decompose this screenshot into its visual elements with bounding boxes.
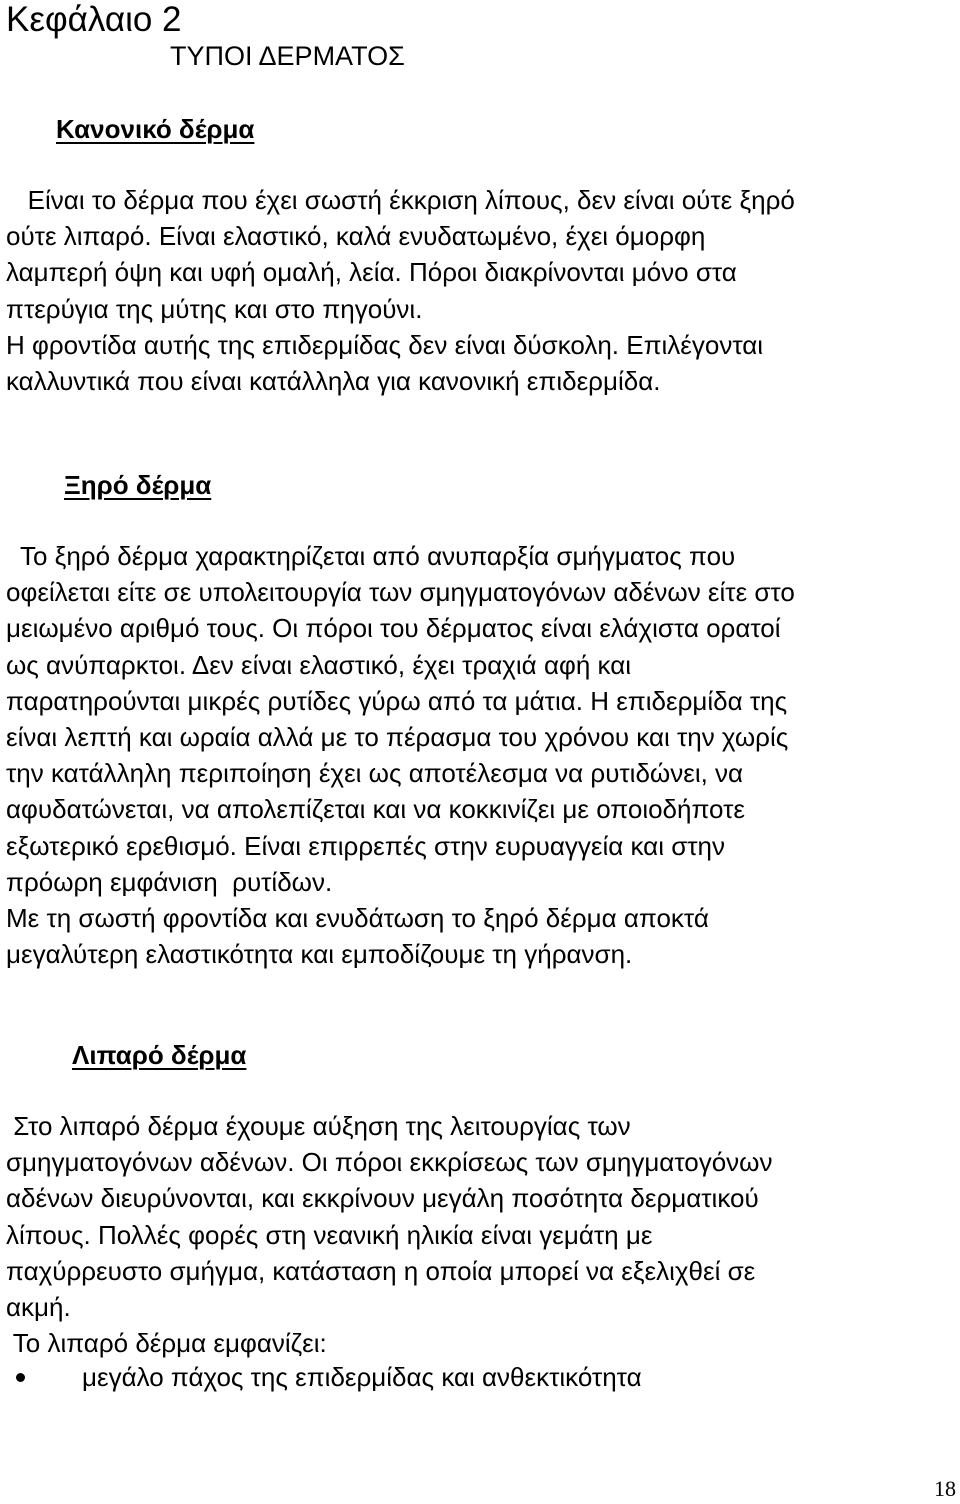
- paragraph-line: μεγαλύτερη ελαστικότητα και εμποδίζουμε τη γήρανση.: [6, 939, 633, 970]
- bullet-list-item: [6, 1357, 956, 1397]
- paragraph-line: Το λιπαρό δέρμα εμφανίζει:: [6, 1328, 327, 1359]
- section-heading-normal-skin: Κανονικό δέρμα: [56, 114, 255, 144]
- paragraph-line: μειωμένο αριθμό τους. Οι πόροι του δέρματος είναι ελάχιστα ορατοί: [6, 613, 781, 644]
- paragraph-line: παρατηρούνται μικρές ρυτίδες γύρω από τα μάτια. Η επιδερμίδα της: [6, 685, 788, 716]
- paragraph-line: πρόωρη εμφάνιση ρυτίδων.: [6, 866, 333, 897]
- paragraph-line: εξωτερικό ερεθισμό. Είναι επιρρεπές στην ευρυαγγεία και στην: [6, 830, 725, 861]
- paragraph-line: λαμπερή όψη και υφή ομαλή, λεία. Πόροι διακρίνονται μόνο στα: [6, 257, 737, 288]
- section-heading-dry-skin: Ξηρό δέρμα: [64, 470, 212, 500]
- paragraph-line: Το ξηρό δέρμα χαρακτηρίζεται από ανυπαρξία σμήγματος που: [6, 541, 736, 571]
- paragraph-normal-skin: [6, 182, 956, 399]
- paragraph-line: Με τη σωστή φροντίδα και ενυδάτωση το ξηρό δέρμα αποκτά: [6, 903, 709, 934]
- paragraph-line: πτερύγια της μύτης και στο πηγούνι.: [6, 293, 423, 324]
- section-heading-oily-skin: Λιπαρό δέρμα: [72, 1040, 247, 1070]
- paragraph-line: Στο λιπαρό δέρμα έχουμε αύξηση της λειτουργίας των: [6, 1111, 631, 1141]
- paragraph-line: παχύρρευστο σμήγμα, κατάσταση η οποία μπορεί να εξελιχθεί σε: [6, 1255, 756, 1286]
- paragraph-line: είναι λεπτή και ωραία αλλά με το πέρασμα του χρόνου και την χωρίς: [6, 722, 789, 753]
- paragraph-line: Είναι το δέρμα που έχει σωστή έκκριση λίπους, δεν είναι ούτε ξηρό: [6, 185, 795, 215]
- paragraph-oily-skin: [6, 1108, 956, 1361]
- paragraph-line: Η φροντίδα αυτής της επιδερμίδας δεν είναι δύσκολη. Επιλέγονται: [6, 329, 764, 360]
- paragraph-line: ως ανύπαρκτοι. Δεν είναι ελαστικό, έχει τραχιά αφή και: [6, 649, 632, 680]
- paragraph-line: σμηγματογόνων αδένων. Οι πόροι εκκρίσεως των σμηγματογόνων: [6, 1147, 773, 1178]
- chapter-title: Κεφάλαιο 2: [6, 0, 182, 39]
- paragraph-line: την κατάλληλη περιποίηση έχει ως αποτέλεσμα να ρυτιδώνει, να: [6, 758, 744, 789]
- paragraph-line: αδένων διευρύνονται, και εκκρίνουν μεγάλη ποσότητα δερματικού: [6, 1183, 759, 1214]
- paragraph-line: οφείλεται είτε σε υπολειτουργία των σμηγματογόνων αδένων είτε στο: [6, 577, 795, 608]
- bullet-text: μεγάλο πάχος της επιδερμίδας και ανθεκτικότητα: [82, 1362, 642, 1392]
- page-number: 18: [934, 1476, 956, 1501]
- chapter-subtitle: ΤΥΠΟΙ ΔΕΡΜΑΤΟΣ: [170, 41, 405, 71]
- bullet-dot-icon: [16, 1373, 25, 1382]
- paragraph-line: αφυδατώνεται, να απολεπίζεται και να κοκκινίζει με οποιοδήποτε: [6, 794, 746, 825]
- paragraph-line: λίπους. Πολλές φορές στη νεανική ηλικία είναι γεμάτη με: [6, 1219, 653, 1250]
- paragraph-line: καλλυντικά που είναι κατάλληλα για κανονική επιδερμίδα.: [6, 366, 661, 397]
- paragraph-line: ακμή.: [6, 1292, 71, 1323]
- paragraph-dry-skin: [6, 538, 956, 972]
- paragraph-line: ούτε λιπαρό. Είναι ελαστικό, καλά ενυδατωμένο, έχει όμορφη: [6, 221, 706, 252]
